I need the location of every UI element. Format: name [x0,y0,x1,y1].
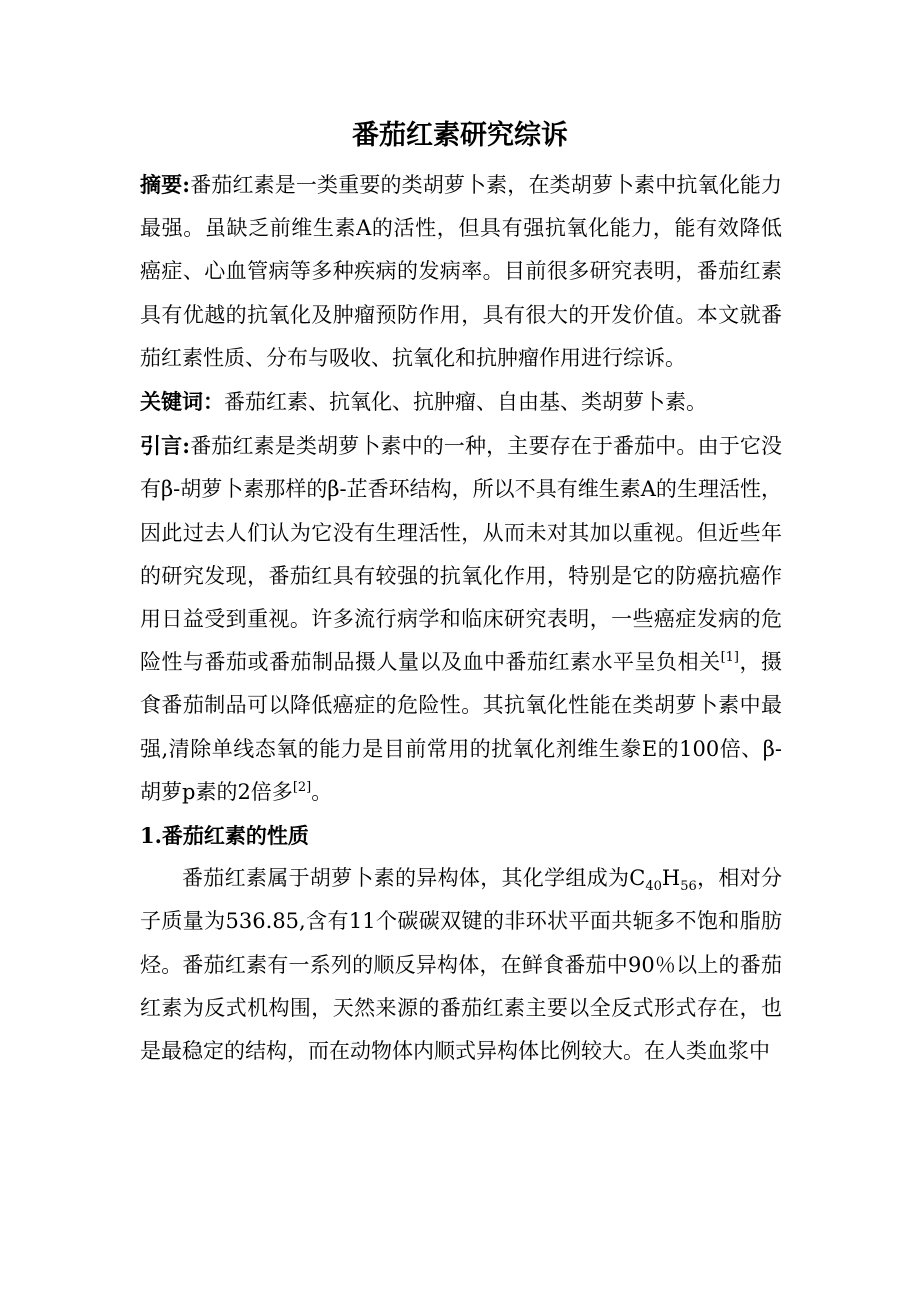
section-paragraph [140,857,782,1073]
document-body [140,163,782,1073]
citation-1: [1] [720,650,739,666]
keywords-label: 关键词： [140,389,224,415]
formula-h: H [661,866,681,891]
abstract-text: 番茄红素是一类重要的类胡萝卜素，在类胡萝卜素中抗氧化能力最强。虽缺乏前维生素A的活性，但具有强抗氧化能力，能有效降低癌症、心血管病等多种疾病的发病率。目前很多研究表明，番茄红素具有优越的抗氧化及肿瘤预防作用，具有很大的开发价值。本文就番茄红素性质、分布与吸收、抗氧化和抗肿瘤作用进行综诉。 [140,173,782,370]
abstract-paragraph [140,163,782,380]
introduction-paragraph [140,424,782,814]
section-text-1: 番茄红素属于胡萝卜素的异构体，其化学组成为C [182,866,646,891]
abstract-label: 摘要: [140,172,191,197]
keywords-paragraph [140,380,782,424]
document-title: 番茄红素研究综诉 [352,120,568,151]
formula-subscript-h: 56 [680,879,697,895]
keywords-text: 番茄红素、抗氧化、抗肿瘤、自由基、类胡萝卜素。 [224,390,707,415]
introduction-text-2: ，摄食番茄制品可以降低癌症的危险性。其抗氧化性能在类胡萝卜素中最强,清除单线态氧的能力是目前常用的扰氧化剂维生豢E的100倍、β-胡萝p素的2倍多 [140,650,783,804]
citation-2: [2] [292,779,312,795]
introduction-text-1: 番茄红素是类胡萝卜素中的一种，主要存在于番茄中。由于它没有β-胡萝卜素那样的β-芷香环结构，所以不具有维生素A的生理活性，因此过去人们认为它没有生理活性，从而未对其加以重视。但近些年的研究发现，番茄红具有较强的抗氧化作用，特别是它的防癌抗癌作用日益受到重视。许多流行病学和临床研究表明，一些癌症发病的危险性与番茄或番茄制品摄人量以及血中番茄红素水平呈负相关 [140,434,782,675]
section-text-2: ，相对分子质量为536.85,含有11个碳碳双键的非环状平面共轭多不饱和脂肪烃。番茄红素有一系列的顺反异构体，在鲜食番茄中90％以上的番茄红素为反式机构围，天然来源的番茄红素主要以全反式形式存在，也是最稳定的结构，而在动物体内顺式异构体比例较大。在人类血浆中 [140,866,782,1064]
introduction-text-3: 。 [311,779,333,804]
introduction-label: 引言: [140,433,191,459]
formula-subscript-c: 40 [645,879,662,895]
section-heading: 1.番茄红素的性质 [140,823,309,849]
